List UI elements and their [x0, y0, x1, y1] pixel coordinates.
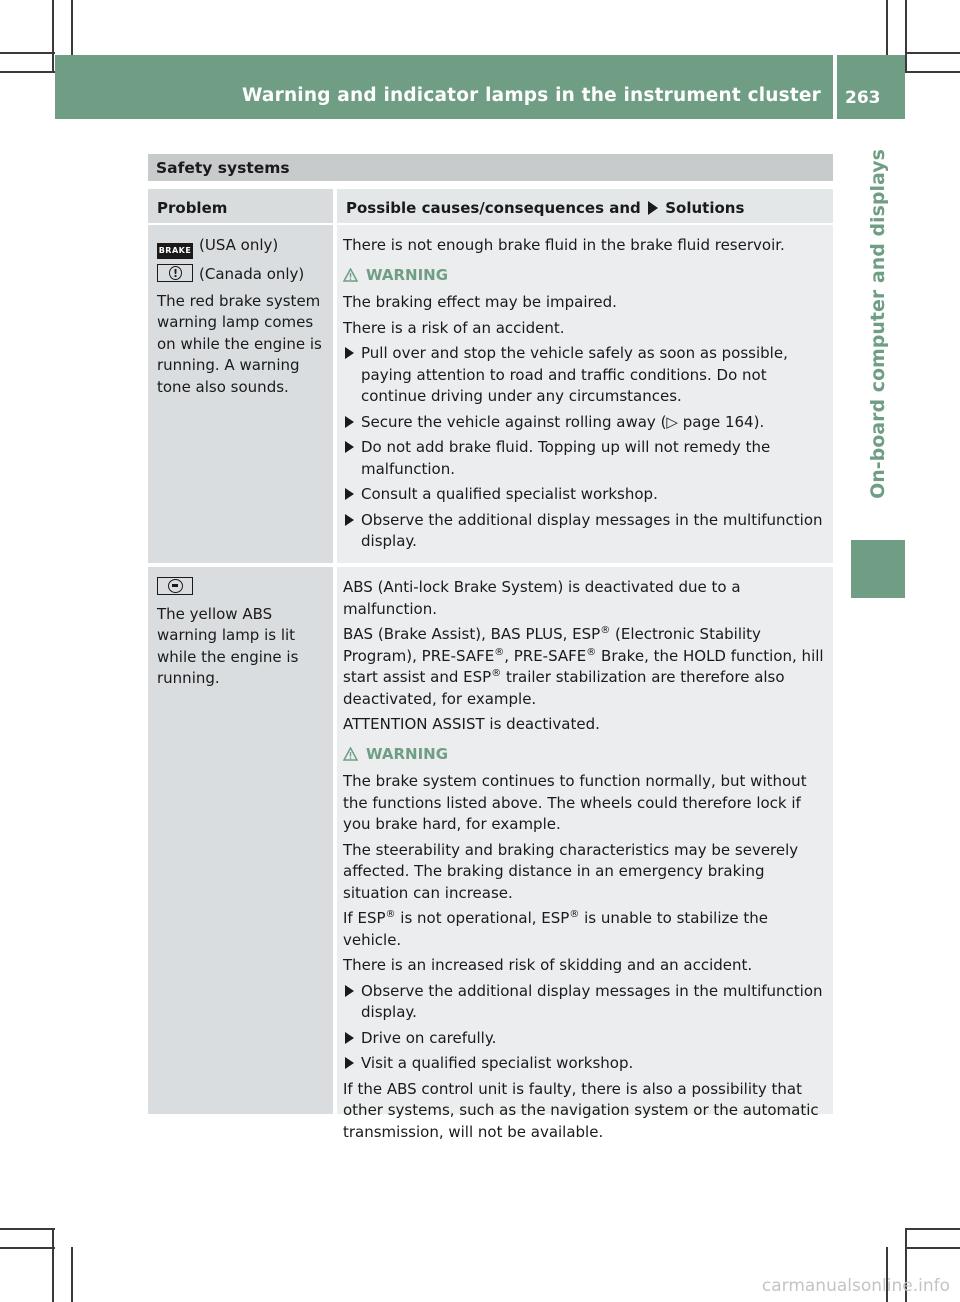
crop-mark: [905, 0, 907, 72]
warning-triangle-icon: [343, 747, 358, 761]
column-header-label-part: Possible causes/consequences and: [346, 199, 641, 217]
warning-heading: [343, 744, 828, 766]
brake-warning-canada-icon: [157, 264, 193, 282]
page-number-box: [837, 55, 905, 119]
warning-triangle-icon: [343, 268, 358, 282]
warning-text-part: is not operational, ESP: [395, 909, 570, 927]
warning-text: The steerability and braking characteristics may be severely affected. The braking distance in an emergency braking situation can increase.: [343, 840, 799, 902]
cause-text-part: (Electronic Stability Program), PRE-SAFE: [343, 625, 761, 665]
crop-mark: [905, 52, 960, 54]
instruction-step: Visit a qualified specialist workshop.: [343, 1053, 828, 1075]
crop-mark: [0, 1247, 55, 1249]
instruction-step: Pull over and stop the vehicle safely as soon as possible, paying attention to road and traffic conditions. Do not continue driving under any circumstances.: [343, 343, 828, 408]
cause-text-part: trailer stabilization are therefore also deactivated, for example.: [343, 668, 785, 708]
crop-mark: [0, 1228, 55, 1230]
arrow-right-icon: [648, 201, 658, 215]
crop-mark: [71, 1247, 73, 1302]
instruction-step: Consult a qualified specialist workshop.: [343, 484, 828, 506]
warning-text: There is an increased risk of skidding and an accident.: [343, 956, 753, 974]
brake-warning-icon: BRAKE: [157, 243, 193, 259]
crop-mark: [52, 0, 54, 72]
warning-text: The braking effect may be impaired.: [343, 293, 617, 311]
note-text: If the ABS control unit is faulty, there is also a possibility that other systems, such as the navigation system or the automatic transmission, will not be available.: [343, 1079, 819, 1141]
instruction-step: Observe the additional display messages in the multifunction display.: [343, 981, 828, 1024]
crop-mark: [905, 71, 960, 73]
crop-mark: [886, 0, 888, 55]
section-title: Safety systems: [156, 159, 290, 177]
cause-text-part: BAS (Brake Assist), BAS PLUS, ESP: [343, 625, 601, 643]
usa-only-line: [157, 235, 333, 259]
column-header-label: Problem: [157, 199, 228, 217]
running-header: [55, 55, 833, 119]
warning-heading: [343, 265, 828, 287]
registered-mark: ®: [385, 909, 396, 920]
watermark: carmanualsonline.info: [761, 1276, 950, 1296]
crop-mark: [0, 52, 55, 54]
table-row-brake-solutions: [337, 225, 833, 563]
crop-mark: [905, 1228, 960, 1230]
cause-text-part: Brake, the HOLD function, hill start assist and ESP: [343, 646, 824, 686]
column-header-problem: [148, 189, 333, 223]
warning-text: [343, 908, 828, 951]
abs-icon-line: [157, 577, 333, 599]
cause-text: ATTENTION ASSIST is deactivated.: [343, 715, 600, 733]
warning-text: There is a risk of an accident.: [343, 318, 565, 337]
problem-text: The red brake system warning lamp comes on while the engine is running. A warning tone also sounds.: [157, 291, 322, 396]
registered-mark: ®: [569, 909, 580, 920]
chapter-marker: [851, 540, 905, 598]
cause-text: ABS (Anti-lock Brake System) is deactivated due to a malfunction.: [343, 578, 741, 618]
canada-only-label: (Canada only): [199, 265, 305, 283]
table-row-abs-problem: [148, 567, 333, 1114]
warning-text: The brake system continues to function normally, but without the functions listed above. The wheels could therefore lock if you brake hard, for example.: [343, 772, 807, 833]
warning-label: WARNING: [366, 744, 449, 763]
page-number: 263: [845, 88, 881, 108]
column-header-label: [346, 199, 744, 217]
registered-mark: ®: [491, 668, 502, 679]
crop-mark: [52, 1228, 54, 1302]
abs-warning-icon: [157, 577, 193, 595]
table-row-brake-problem: [148, 225, 333, 563]
instruction-step: Observe the additional display messages in the multifunction display.: [343, 510, 828, 553]
crop-mark: [0, 71, 55, 73]
problem-text: The yellow ABS warning lamp is lit while the engine is running.: [157, 604, 299, 687]
registered-mark: ®: [600, 625, 611, 636]
column-header-causes: [337, 189, 833, 223]
cause-text-part: , PRE-SAFE: [504, 646, 587, 665]
instruction-step: Do not add brake fluid. Topping up will not remedy the malfunction.: [343, 437, 828, 480]
instruction-step: Drive on carefully.: [343, 1028, 828, 1050]
warning-text-part: If ESP: [343, 909, 386, 927]
crop-mark: [905, 1247, 960, 1249]
column-header-label-part: Solutions: [665, 199, 745, 217]
canada-only-line: [157, 264, 333, 286]
cause-text: [343, 624, 828, 710]
crop-mark: [71, 0, 73, 55]
registered-mark: ®: [586, 646, 597, 658]
warning-label: WARNING: [366, 265, 449, 284]
chapter-tab: On-board computer and displays: [867, 149, 889, 499]
cause-text: There is not enough brake fluid in the brake fluid reservoir.: [343, 236, 785, 254]
registered-mark: ®: [494, 646, 505, 658]
usa-only-label: (USA only): [199, 236, 279, 254]
section-header: [148, 154, 833, 181]
warning-text-part: is unable to stabilize the vehicle.: [343, 909, 768, 949]
instruction-step: Secure the vehicle against rolling away (▷ page 164).: [343, 412, 828, 434]
table-row-abs-solutions: [337, 567, 833, 1141]
page-title: Warning and indicator lamps in the instrument cluster: [241, 85, 821, 106]
